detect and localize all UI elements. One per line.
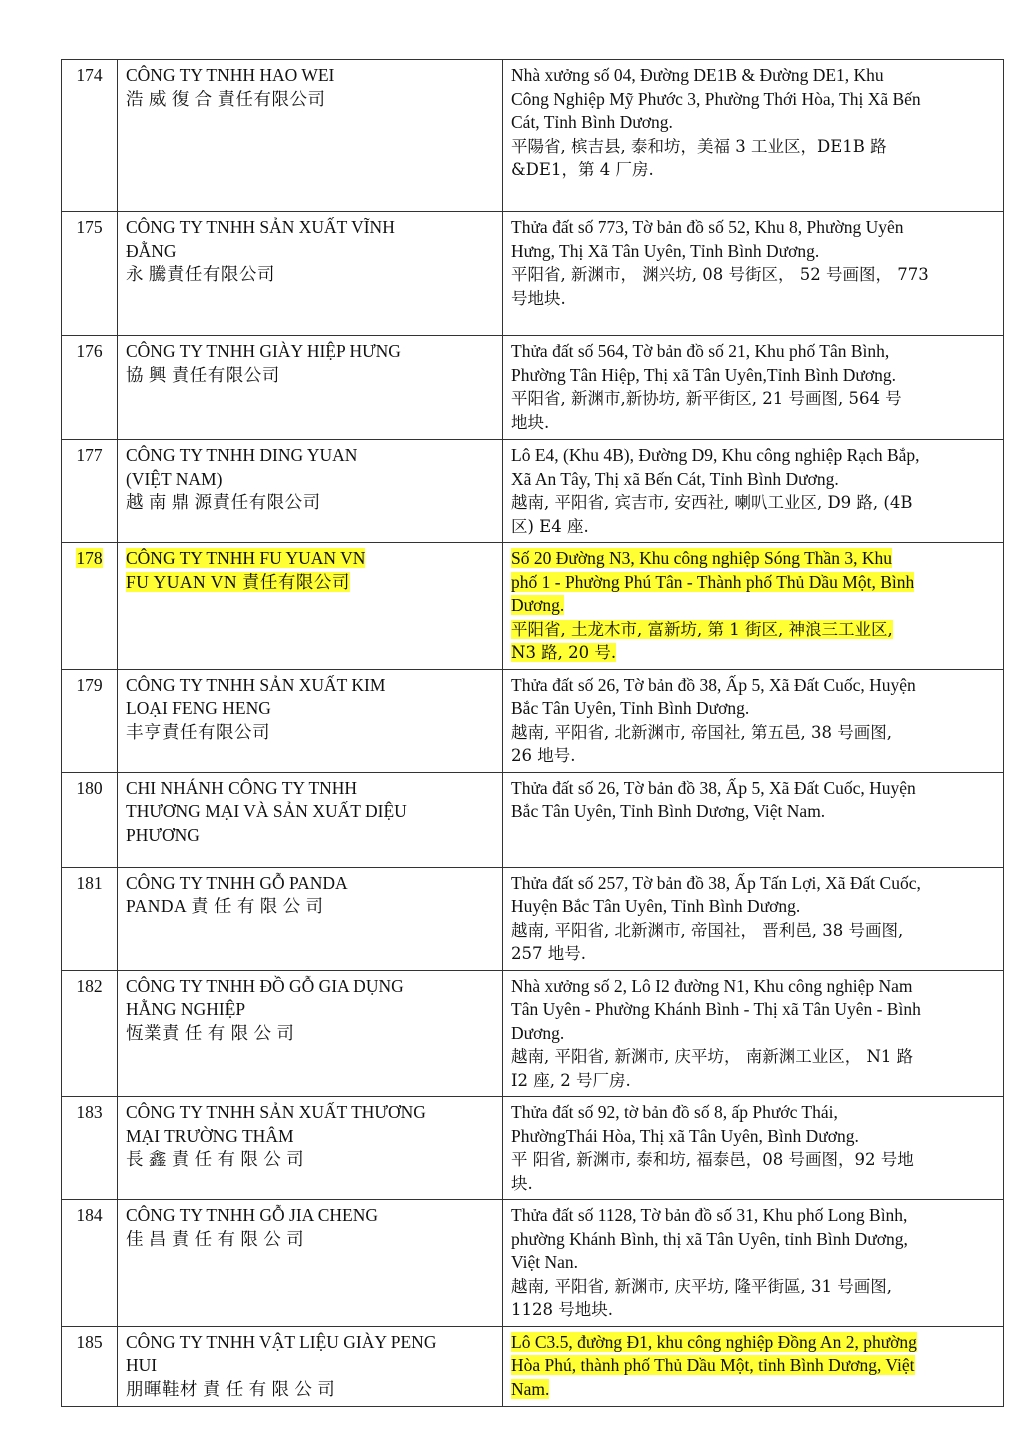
company-name-line: 協 興 責任有限公司 xyxy=(126,364,280,385)
highlighted-text: Hòa Phú, thành phố Thủ Dầu Một, tỉnh Bình Dương, Việt xyxy=(511,1355,915,1375)
address-cell xyxy=(503,1097,1004,1200)
row-number: 175 xyxy=(76,217,103,237)
table-row xyxy=(62,1097,1004,1200)
highlighted-text: Dương. xyxy=(511,595,565,615)
row-number: 178 xyxy=(76,548,103,568)
company-name-line: 越 南 鼎 源責任有限公司 xyxy=(126,492,321,512)
row-number-cell xyxy=(62,1326,118,1406)
row-number: 182 xyxy=(76,975,103,996)
address-line: 1128 号地块. xyxy=(511,1300,613,1319)
table-row xyxy=(62,60,1004,212)
address-cell xyxy=(503,772,1004,867)
address-line: Xã An Tây, Thị xã Bến Cát, Tỉnh Bình Dương. xyxy=(511,468,839,489)
company-name-line: CÔNG TY TNHH GỖ JIA CHENG xyxy=(126,1205,378,1225)
address-line: Thửa đất số 92, tờ bản đồ số 8, ấp Phước Thái, xyxy=(511,1102,838,1122)
company-name-line: MẠI TRƯỜNG THÂM xyxy=(126,1125,294,1146)
company-name-line: CÔNG TY TNHH HAO WEI xyxy=(126,65,335,85)
company-name-line: 長 鑫 責 任 有 限 公 司 xyxy=(126,1149,305,1169)
address-line xyxy=(511,1354,995,1378)
row-number-cell xyxy=(62,669,118,772)
address-line: Thửa đất số 564, Tờ bản đồ số 21, Khu phố Tân Bình, xyxy=(511,341,890,361)
company-name-cell xyxy=(118,1200,503,1327)
table-row xyxy=(62,543,1004,670)
row-number-cell xyxy=(62,440,118,543)
company-name-cell xyxy=(118,543,503,670)
company-name-cell xyxy=(118,669,503,772)
company-name-line: CÔNG TY TNHH VẬT LIỆU GIÀY PENG xyxy=(126,1331,437,1352)
highlighted-text: CÔNG TY TNHH FU YUAN VN xyxy=(126,548,366,568)
address-line: 平陽省, 槟吉县, 泰和坊，美福 3 工业区，DE1B 路 xyxy=(511,136,887,156)
address-line xyxy=(511,594,995,618)
table-row xyxy=(62,212,1004,336)
company-name-line: ĐẰNG xyxy=(126,240,177,261)
address-line: 平 阳省, 新渊市, 泰和坊, 福泰邑，08 号画图，92 号地 xyxy=(511,1150,914,1169)
row-number-cell xyxy=(62,212,118,336)
row-number-cell xyxy=(62,336,118,440)
address-line: Cát, Tỉnh Bình Dương. xyxy=(511,112,673,132)
address-line: 越南, 平阳省, 北新渊市, 帝国社, 第五邑, 38 号画图, xyxy=(511,722,892,742)
table-row xyxy=(62,772,1004,867)
address-cell xyxy=(503,60,1004,212)
address-line: Công Nghiệp Mỹ Phước 3, Phường Thới Hòa, Thị Xã Bến xyxy=(511,88,921,109)
address-line: Thửa đất số 773, Tờ bản đồ số 52, Khu 8, Phường Uyên xyxy=(511,217,904,237)
row-number: 176 xyxy=(76,341,103,361)
table-row xyxy=(62,336,1004,440)
company-name-line xyxy=(126,571,494,595)
highlighted-text: phố 1 - Phường Phú Tân - Thành phố Thủ Dầu Một, Bình xyxy=(511,571,915,592)
address-line: 平阳省, 新渊市,新协坊, 新平街区, 21 号画图, 564 号 xyxy=(511,389,902,408)
company-name-line: CÔNG TY TNHH ĐỒ GỖ GIA DỤNG xyxy=(126,975,404,996)
address-line: Nhà xưởng số 04, Đường DE1B & Đường DE1, Khu xyxy=(511,65,884,85)
company-name-cell xyxy=(118,440,503,543)
row-number: 174 xyxy=(76,65,103,85)
company-name-line: 朋暉鞋材 責 任 有 限 公 司 xyxy=(126,1378,336,1399)
address-cell xyxy=(503,1200,1004,1327)
company-name-line: HUI xyxy=(126,1355,158,1375)
row-number-cell xyxy=(62,1097,118,1200)
company-name-line: 永 騰責任有限公司 xyxy=(126,264,275,284)
highlighted-text: Số 20 Đường N3, Khu công nghiệp Sóng Thần 3, Khu xyxy=(511,548,893,568)
company-name-cell xyxy=(118,772,503,867)
company-name-line: 浩 威 復 合 責任有限公司 xyxy=(126,88,326,109)
company-name-cell xyxy=(118,60,503,212)
table-row xyxy=(62,440,1004,543)
address-line: Thửa đất số 26, Tờ bản đồ 38, Ấp 5, Xã Đất Cuốc, Huyện xyxy=(511,674,916,695)
address-cell xyxy=(503,669,1004,772)
company-name-line: CÔNG TY TNHH DING YUAN xyxy=(126,445,358,465)
company-name-line: 佳 昌 責 任 有 限 公 司 xyxy=(126,1228,305,1249)
highlighted-text: Lô C3.5, đường Đ1, khu công nghiệp Đồng An 2, phường xyxy=(511,1331,917,1352)
company-name-cell xyxy=(118,336,503,440)
address-line xyxy=(511,1378,995,1402)
row-number: 180 xyxy=(76,777,103,798)
company-name-line xyxy=(126,547,494,571)
company-name-line: CÔNG TY TNHH SẢN XUẤT THƯƠNG xyxy=(126,1102,426,1122)
row-number: 179 xyxy=(76,674,103,695)
row-number-cell xyxy=(62,543,118,670)
address-line: 地块. xyxy=(511,412,550,432)
company-name-line: CHI NHÁNH CÔNG TY TNHH xyxy=(126,777,358,798)
address-cell xyxy=(503,336,1004,440)
address-line xyxy=(511,1331,995,1355)
address-line: Thửa đất số 257, Tờ bản đồ 38, Ấp Tấn Lợi, Xã Đất Cuốc, xyxy=(511,872,921,893)
address-line: 越南, 平阳省, 北新渊市, 帝国社， 晋利邑, 38 号画图, xyxy=(511,920,904,940)
address-line: Thửa đất số 26, Tờ bản đồ 38, Ấp 5, Xã Đất Cuốc, Huyện xyxy=(511,777,916,798)
address-line: Lô E4, (Khu 4B), Đường D9, Khu công nghiệp Rạch Bắp, xyxy=(511,445,920,465)
address-line: Việt Nan. xyxy=(511,1252,578,1272)
address-line xyxy=(511,618,995,642)
row-number: 181 xyxy=(76,872,103,893)
company-name-line: CÔNG TY TNHH SẢN XUẤT KIM xyxy=(126,674,386,695)
row-number-cell xyxy=(62,1200,118,1327)
company-name-cell xyxy=(118,212,503,336)
table-row xyxy=(62,1326,1004,1406)
row-number-cell xyxy=(62,867,118,970)
table-body xyxy=(62,60,1004,1407)
address-line: Nhà xưởng số 2, Lô I2 đường N1, Khu công nghiệp Nam xyxy=(511,975,913,996)
address-line: Thửa đất số 1128, Tờ bản đồ số 31, Khu phố Long Bình, xyxy=(511,1205,908,1225)
address-line xyxy=(511,547,995,571)
row-number-cell xyxy=(62,970,118,1097)
address-line: Dương. xyxy=(511,1022,565,1043)
row-number: 183 xyxy=(76,1102,103,1122)
address-line xyxy=(511,571,995,595)
address-cell xyxy=(503,970,1004,1097)
table-row xyxy=(62,867,1004,970)
company-name-line: (VIỆT NAM) xyxy=(126,468,223,489)
address-line xyxy=(511,641,995,665)
table-row xyxy=(62,1200,1004,1327)
address-line: 区) E4 座. xyxy=(511,516,589,536)
row-number: 184 xyxy=(76,1205,103,1225)
address-line: 越南, 平阳省, 宾吉市, 安西社, 喇叭工业区, D9 路, (4B xyxy=(511,493,913,512)
table-row xyxy=(62,970,1004,1097)
company-name-line: 丰亨責任有限公司 xyxy=(126,721,270,742)
company-name-line: CÔNG TY TNHH GỖ PANDA xyxy=(126,872,348,893)
address-line: phường Khánh Bình, thị xã Tân Uyên, tỉnh Bình Dương, xyxy=(511,1228,908,1249)
address-line: Bắc Tân Uyên, Tỉnh Bình Dương. xyxy=(511,698,750,718)
highlighted-text: 平阳省, 土龙木市, 富新坊, 第 1 街区, 神浪三工业区, xyxy=(511,619,893,639)
address-line: Phường Tân Hiệp, Thị xã Tân Uyên,Tỉnh Bình Dương. xyxy=(511,364,897,385)
address-cell xyxy=(503,212,1004,336)
company-name-line: PANDA 責 任 有 限 公 司 xyxy=(126,896,324,916)
company-name-cell xyxy=(118,1326,503,1406)
address-line: Hưng, Thị Xã Tân Uyên, Tỉnh Bình Dương. xyxy=(511,240,820,261)
company-name-line: THƯƠNG MẠI VÀ SẢN XUẤT DIỆU xyxy=(126,801,407,821)
address-cell xyxy=(503,1326,1004,1406)
company-name-line: HẰNG NGHIỆP xyxy=(126,999,246,1019)
address-line: 平阳省, 新渊市， 渊兴坊, 08 号街区， 52 号画图， 773 xyxy=(511,265,929,284)
highlighted-text: Nam. xyxy=(511,1378,550,1399)
address-line: &DE1，第 4 厂房. xyxy=(511,160,654,179)
company-name-line: CÔNG TY TNHH GIÀY HIỆP HƯNG xyxy=(126,341,401,361)
row-number: 185 xyxy=(76,1331,103,1352)
address-cell xyxy=(503,867,1004,970)
company-table xyxy=(61,59,1004,1407)
address-cell xyxy=(503,440,1004,543)
address-line: 块. xyxy=(511,1173,533,1193)
company-name-cell xyxy=(118,970,503,1097)
address-cell xyxy=(503,543,1004,670)
address-line: 越南, 平阳省, 新渊市, 庆平坊, 隆平街區, 31 号画图, xyxy=(511,1276,892,1296)
address-line: Bắc Tân Uyên, Tỉnh Bình Dương, Việt Nam. xyxy=(511,801,826,821)
address-line: 越南, 平阳省, 新渊市, 庆平坊， 南新渊工业区， N1 路 xyxy=(511,1047,914,1066)
address-line: PhườngThái Hòa, Thị xã Tân Uyên, Bình Dương. xyxy=(511,1125,859,1146)
address-line: Huyện Bắc Tân Uyên, Tỉnh Bình Dương. xyxy=(511,896,801,916)
address-line: 257 地号. xyxy=(511,944,586,963)
company-name-line: PHƯƠNG xyxy=(126,824,200,845)
address-line: 26 地号. xyxy=(511,746,576,765)
highlighted-text: FU YUAN VN 責任有限公司 xyxy=(126,571,350,592)
table-row xyxy=(62,669,1004,772)
row-number: 177 xyxy=(76,445,103,465)
highlighted-text: N3 路, 20 号. xyxy=(511,643,617,662)
address-line: Tân Uyên - Phường Khánh Bình - Thị xã Tân Uyên - Bình xyxy=(511,999,921,1019)
company-name-line: CÔNG TY TNHH SẢN XUẤT VĨNH xyxy=(126,217,395,237)
company-name-line: LOẠI FENG HENG xyxy=(126,698,271,718)
company-name-cell xyxy=(118,867,503,970)
company-name-cell xyxy=(118,1097,503,1200)
row-number-cell xyxy=(62,60,118,212)
row-number-cell xyxy=(62,772,118,867)
address-line: 号地块. xyxy=(511,288,566,308)
address-line: I2 座, 2 号厂房. xyxy=(511,1070,631,1090)
company-name-line: 恆業責 任 有 限 公 司 xyxy=(126,1022,295,1043)
